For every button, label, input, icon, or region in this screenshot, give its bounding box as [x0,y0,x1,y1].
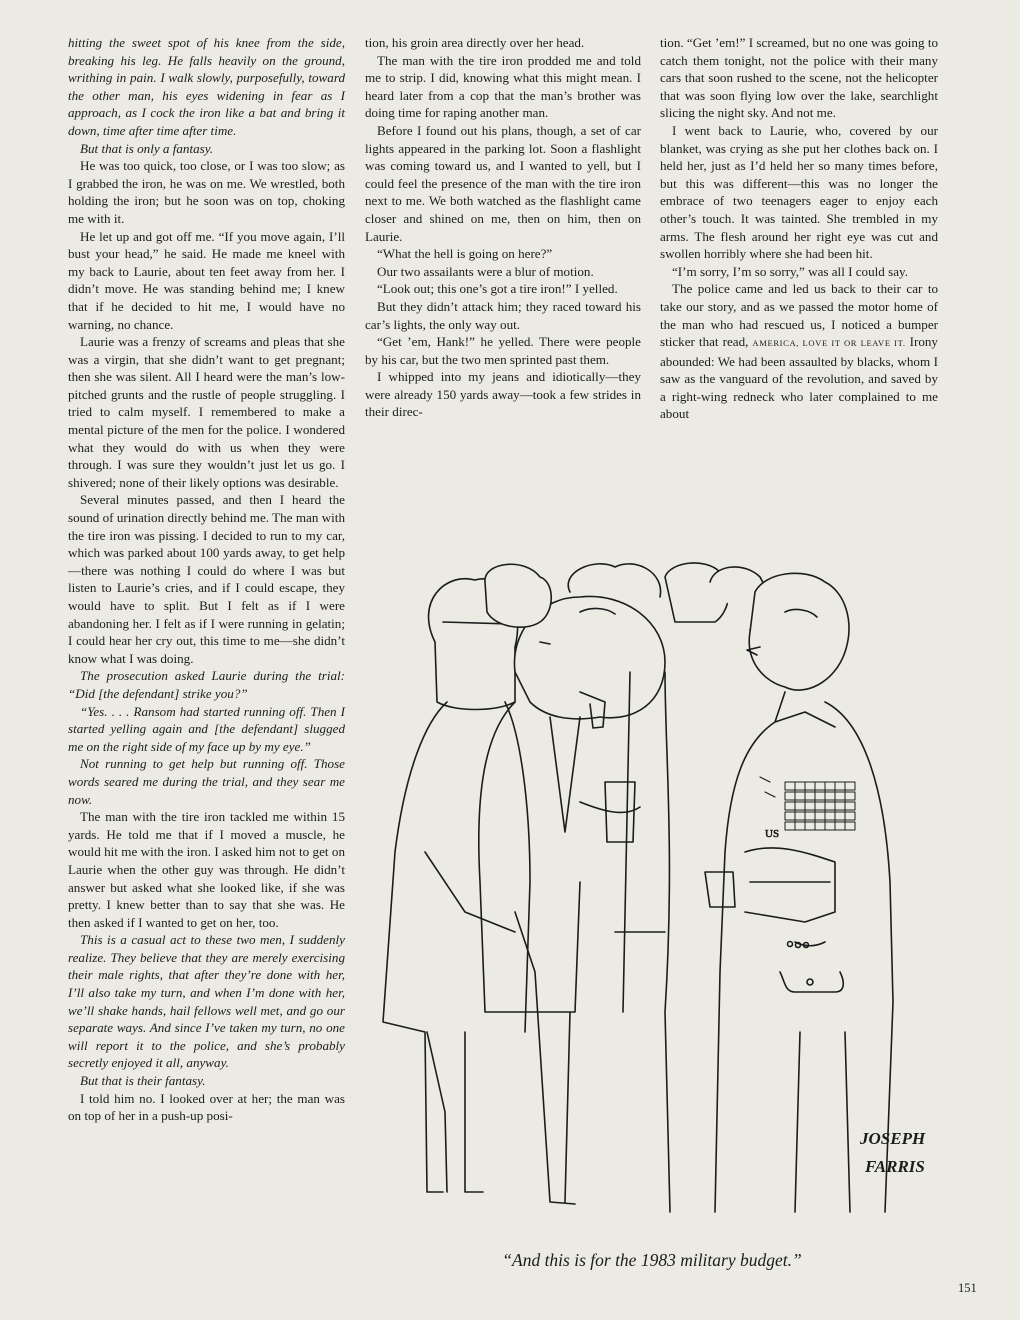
paragraph: I whipped into my jeans and idiotically—they were already 150 yards away—took a few strides in their direc- [365,369,641,420]
paragraph: “I’m sorry, I’m so sorry,” was all I could say. [672,263,908,279]
paragraph: I went back to Laurie, who, covered by our blanket, was crying as she put her clothes back on. I held her, just as I’d held her so many times before, but this was different—this was no longer the embrace of two teenagers eager to enjoy each other’s touch. It was tainted. She trembled in my arms. The flesh around her right eye was cut and swollen horribly where she had been hit. [660,122,938,262]
paragraph: tion. “Get ’em!” I screamed, but no one was going to catch them tonight, not the police with their many cars that soon rushed to the scene, not the helicopter that was soon flying low over the lake, searchlight slicing the night sky. And not me. [660,35,938,121]
signature-line-1: JOSEPH [860,1129,926,1148]
signature-line-2: FARRIS [865,1157,925,1176]
paragraph: This is a casual act to these two men, I suddenly realize. They believe that they are merely exercising their male rights, that after they’re done with her, I’ll also take my turn, and when I’m done with her, we’ll shake hands, hail fellows well met, and go our separate ways. And since I’ve taken my turn, no one will report it to the police, and she’s probably secretly enjoyed it all, anyway. [68,932,345,1071]
paragraph: The man with the tire iron tackled me within 15 yards. He told me that if I moved a muscle, he would hit me with the iron. I asked him not to get on Laurie when the other guy was through. He didn’t answer but asked what she looked like, if she was pretty. I knew better than to say that she was. He then asked if I wanted to get on her, too. [68,809,345,930]
cartoon-illustration [365,552,939,1242]
paragraph: Laurie was a frenzy of screams and pleas that she was a virgin, that she didn’t want to get pregnant; then she was silent. All I heard were the man’s low-pitched grunts and the rustle of people struggling. I tried to calm myself. I remembered to make a mental picture of the men for the police. I wondered what they would do with us when they were through. I was sure they wouldn’t just let us go. I shivered; none of their likely options was desirable. [68,334,345,490]
text-column-3 [660,34,938,423]
paragraph: “Yes. . . . Ransom had started running off. Then I started yelling again and [the defendant] slugged me on the right side of my face up by my eye.” [68,703,345,754]
column-3-paragraphs [660,34,938,280]
paragraph: I told him no. I looked over at her; the man was on top of her in a push-up posi- [68,1090,345,1124]
paragraph: Before I found out his plans, though, a set of car lights appeared in the parking lot. Soon a flashlight was coming toward us, and I wanted to yell, but I could feel the presence of the man with the tire iron next to me. We both watched as the flashlight came closer and shined on me, then on him, then on Laurie. [365,122,641,244]
paragraph: “What the hell is going on here?” [377,246,553,262]
paragraph: “Look out; this one’s got a tire iron!” I yelled. [377,281,618,297]
paragraph: The prosecution asked Laurie during the trial: “Did [the defendant] strike you?” [68,668,345,701]
paragraph: Our two assailants were a blur of motion. [377,263,594,279]
paragraph: He let up and got off me. “If you move again, I’ll bust your head,” he said. He made me kneel with my back to Laurie, about ten feet away from her. I didn’t move. He was standing behind me; I knew that if he decided to hit me, I would have no warning, no chance. [68,228,345,332]
paragraph: The man with the tire iron prodded me and told me to strip. I did, knowing what this might mean. I heard later from a cop that the man’s brother was doing time for raping another man. [365,52,641,121]
page-number: 151 [958,1281,977,1295]
paragraph: hitting the sweet spot of his knee from the side, breaking his leg. He falls heavily on the ground, writhing in pain. I walk slowly, purposefully, toward the other man, his eyes widening in fear as I approach, as I cock the iron like a bat and bring it down, time after time after time. [68,35,345,138]
uniform-insignia: US [765,828,780,840]
paragraph-bumper-sticker: The police came and led us back to their car to take our story, and as we passed the motor home of the man who had rescued us, I noticed a bumper sticker that read, AMERICA, LOVE IT OR LEAVE IT. Irony abounded: We had been assaulted by blacks, whom I saw as the vanguard of the revolution, and saved by a right-wing redneck who later complained to me about [660,281,938,422]
paragraph: But that is their fantasy. [80,1073,206,1089]
cartoon-woman-left [383,579,530,1192]
cartoon-caption: “And this is for the 1983 military budget.” [502,1250,802,1270]
medal-ribbons [785,782,855,830]
text-column-1 [68,34,345,1125]
cartoon-signature [859,1129,926,1176]
cartoon-woman-middle [485,564,551,627]
bumper-sticker-text: AMERICA, LOVE IT OR LEAVE IT. [752,338,906,349]
text-column-2 [365,34,641,421]
paragraph: “Get ’em, Hank!” he yelled. There were people by his car, but the two men sprinted past them. [365,334,641,367]
paragraph: He was too quick, too close, or I was too slow; as I grabbed the iron, he was on me. We wrestled, both holding the iron; but he soon was on top, choking me with it. [68,158,345,226]
paragraph: Several minutes passed, and then I heard the sound of urination directly behind me. The man with the tire iron was pissing. I decided to run to my car, which was parked about 100 yards away, to get help—there was nothing I could do where I was but listen to Laurie’s cries, and if I could escape, they would have to split. But I felt as if I were abandoning her. I felt as if I were running in gelatin; I could hear her cry out, this time to me—she didn’t know what I was doing. [68,492,345,666]
paragraph: But that is only a fantasy. [80,140,214,156]
paragraph: But they didn’t attack him; they raced toward his car’s lights, the only way out. [365,298,641,332]
cartoon-general [705,573,893,1212]
paragraph: tion, his groin area directly over her head. [365,35,585,50]
paragraph: Not running to get help but running off. Those words seared me during the trial, and they sear me now. [68,756,345,807]
